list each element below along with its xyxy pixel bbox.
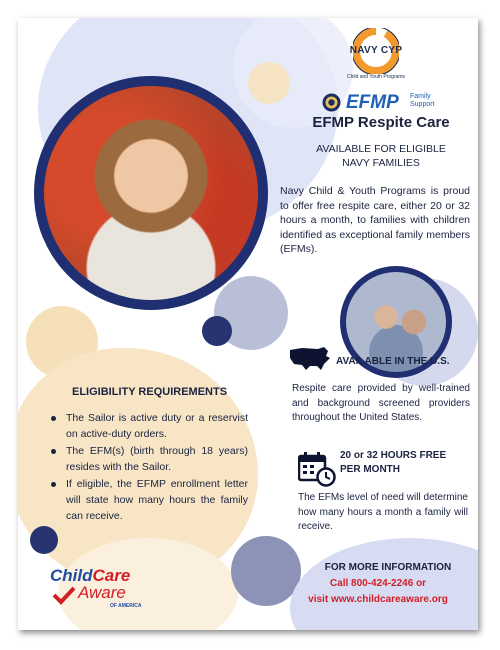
navy-seal-icon: [322, 93, 341, 112]
bg-blob-dark-bottom-left: [30, 526, 58, 554]
main-photo: [44, 86, 258, 300]
page-subtitle: [286, 142, 476, 170]
page-title: EFMP Respite Care: [312, 114, 450, 131]
usa-map-icon: [288, 344, 332, 372]
subtitle-line-2: NAVY FAMILIES: [342, 157, 420, 169]
hours-heading-line-2: PER MONTH: [340, 464, 400, 475]
cca-aware-word: Aware: [78, 583, 126, 602]
hours-heading-line-1: 20 or 32 HOURS FREE: [340, 450, 447, 461]
hours-text: The EFMs level of need will determine how many hours a month a family will receive.: [298, 492, 468, 533]
calendar-clock-icon: [298, 451, 336, 487]
efmp-word: EFMP: [346, 92, 399, 113]
more-info-website[interactable]: visit www.childcareaware.org: [308, 594, 448, 605]
cca-of-america: OF AMERICA: [110, 603, 142, 609]
flyer-page: [18, 18, 478, 630]
heart-check-icon: [52, 585, 76, 605]
bg-blob-dark-small: [202, 316, 232, 346]
hours-heading: [340, 449, 450, 477]
efmp-support-label: Support: [410, 101, 435, 108]
efmp-family-support: [410, 93, 435, 109]
eligibility-list: [48, 410, 248, 525]
efmp-logo: [322, 92, 462, 114]
more-info-phone[interactable]: Call 800-424-2246 or: [329, 578, 427, 589]
eligibility-item: The EFM(s) (birth through 18 years) resides with the Sailor.: [48, 443, 248, 475]
subtitle-line-1: AVAILABLE FOR ELIGIBLE: [316, 143, 446, 155]
efmp-family-label: Family: [410, 93, 431, 100]
cyp-title: NAVY CYP: [349, 45, 403, 56]
cca-child-word: Child: [50, 566, 93, 585]
us-availability-text: Respite care provided by well-trained and background screened providers throughout the United States.: [292, 383, 470, 424]
bg-blob-peach-small: [248, 62, 290, 104]
navy-cyp-logo: [344, 28, 408, 82]
eligibility-item: The Sailor is active duty or a reservist on active-duty orders.: [48, 410, 248, 442]
more-info-heading: FOR MORE INFORMATION: [324, 562, 452, 573]
us-availability-heading: AVAILABLE IN THE U.S.: [336, 356, 450, 367]
cyp-subtitle: Child and Youth Programs: [346, 74, 406, 80]
eligibility-heading: ELIGIBILITY REQUIREMENTS: [72, 386, 228, 398]
cca-care-word: Care: [92, 566, 131, 585]
eligibility-item: If eligible, the EFMP enrollment letter will state how many hours the family can receive.: [48, 476, 248, 524]
intro-paragraph: Navy Child & Youth Programs is proud to offer free respite care, either 20 or 32 hours a month, to families with children identified as exceptional family members (EFMs).: [280, 185, 470, 256]
